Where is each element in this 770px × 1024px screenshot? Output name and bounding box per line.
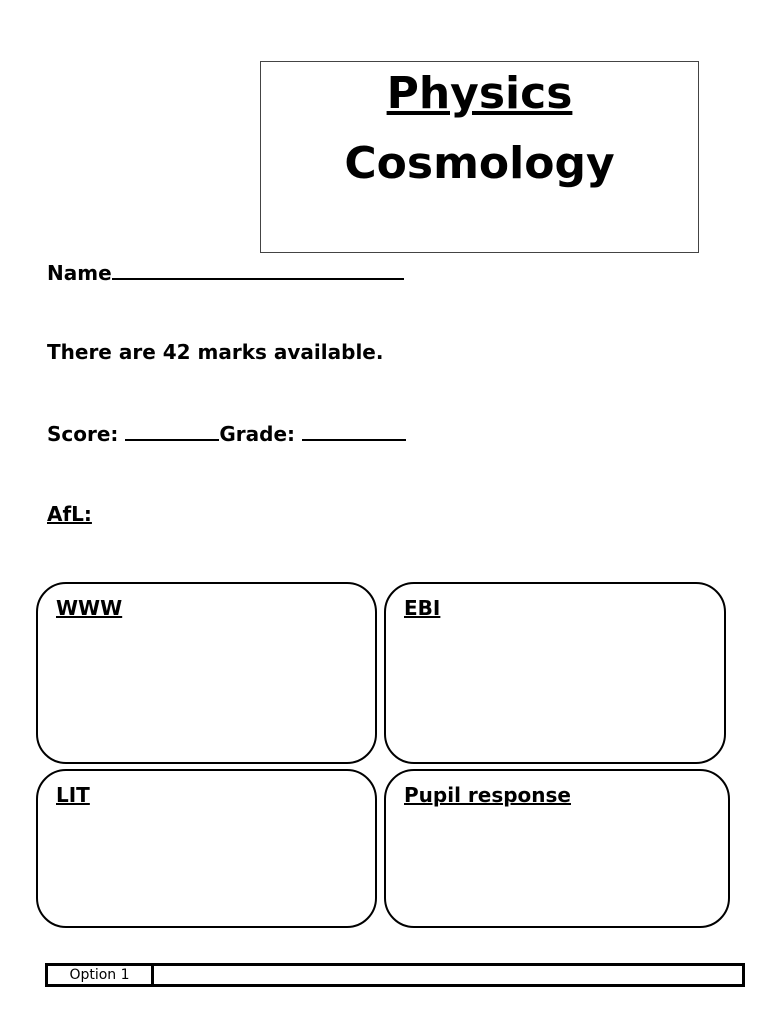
name-blank[interactable] — [112, 260, 404, 280]
option-label: Option 1 — [48, 966, 154, 984]
score-grade-line — [47, 421, 406, 446]
lit-box[interactable] — [36, 769, 377, 928]
ebi-label: EBI — [404, 596, 441, 620]
option-blank-cell[interactable] — [154, 966, 742, 984]
option-table — [45, 963, 745, 987]
title-box — [260, 61, 699, 253]
topic-title: Cosmology — [344, 138, 615, 189]
score-blank[interactable] — [125, 421, 219, 441]
pupil-response-label: Pupil response — [404, 783, 571, 807]
lit-label: LIT — [56, 783, 90, 807]
ebi-box[interactable] — [384, 582, 726, 764]
www-box[interactable] — [36, 582, 377, 764]
www-label: WWW — [56, 596, 123, 620]
afl-heading: AfL: — [47, 502, 92, 526]
name-line — [47, 260, 404, 285]
pupil-response-box[interactable] — [384, 769, 730, 928]
grade-label: Grade: — [219, 422, 303, 446]
marks-available-text: There are 42 marks available. — [47, 340, 384, 364]
grade-blank[interactable] — [302, 421, 406, 441]
subject-title: Physics — [386, 68, 573, 119]
score-label: Score: — [47, 422, 126, 446]
name-label: Name — [47, 261, 112, 285]
